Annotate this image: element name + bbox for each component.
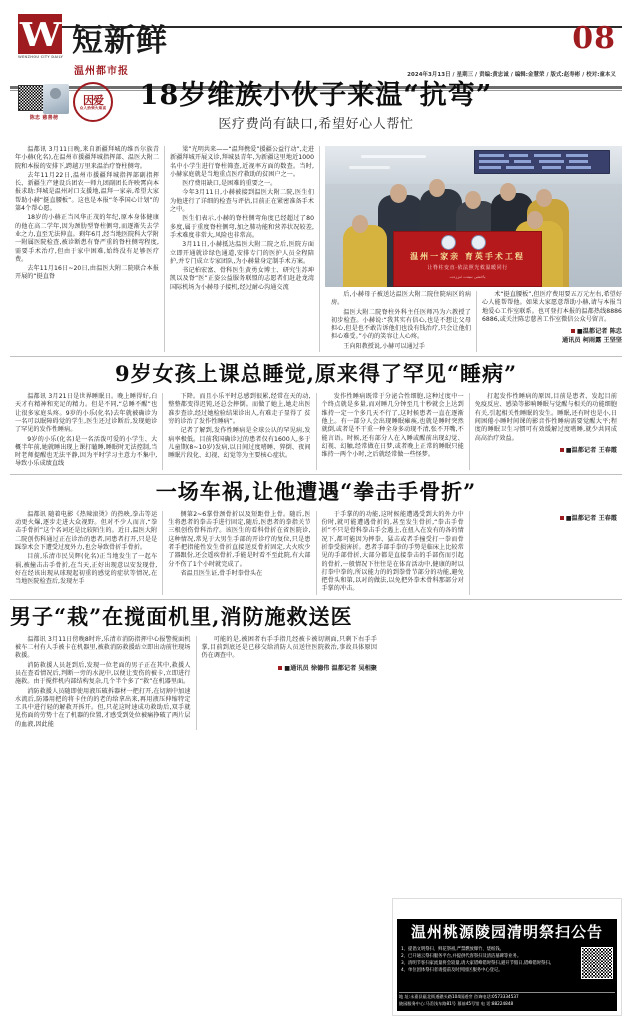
ad-title: 温州桃源陵园清明祭扫公告: [397, 921, 617, 943]
article3-byline: [475, 514, 617, 523]
photo-person: [343, 225, 388, 287]
paragraph: 省温且医生证,骨手时拳骨头在: [180, 569, 263, 577]
article3-column-4: [470, 511, 622, 595]
paragraph: 术“挺直腰板”,但医疗费用要五万元左右,希望好心人能帮帮他。如果大家愿意帮助小赫,请与本报当地爱心工作室联系。也可登打本报的温都热线88866886,或关注陈忠慈善工作室微信公众号留言。: [482, 291, 622, 323]
article2-title: 9岁女孩上课总睡觉,原来得了罕见“睡病”: [114, 361, 518, 387]
ad-phone-line: 陵园服务中心:马岙浅车路81号 墓前45号馆 电 话:88224848: [399, 1000, 514, 1006]
byline-line: ■温都记者 陈忠: [482, 327, 622, 336]
article2-byline: [475, 446, 617, 455]
banner-emblem-icon: [441, 235, 456, 250]
ad-qr-code-icon[interactable]: [581, 947, 613, 979]
article3-column-1: [10, 511, 163, 595]
paragraph: 18岁的小赫正当风华正茂的年纪,原本身体健康的他在高二学年,因为颈肋型脊柱侧弯,而逐渐失去学业之力,直至无法伸直。剩年6月,经当地医院科大学附一附属医院检查,被诊断患有脊严重的脊柱侧弯程度,需要手术治疗,但由于家中困难,始终没有足够医疗费。: [15, 214, 159, 263]
logo-subtext: WENZHOU CITY DAILY: [18, 55, 64, 59]
paragraph: 于手掌的的功能,这时候能遭遇受到大的外力中份时,就可能遭遇骨折的,甚至发生骨折,“拳击手骨折”不只是骨科拳击手会遇上,在扭入在发有的各的情况下,都可能因为摔拳、猛击或者手撞受打一拳而骨折拳受损害折。患者手部手拳的手势是临床上比较常见的手部骨折,大部分都是直接拳击的手部伤而引起的骨折,一般情况下往往是在体育活动中,健康的时以打拳中拳的,所以能力的的到拳骨节部分的功能,避免把骨头和第,以对的做法,以免把外拳术骨科那部分对手掌的冲击。: [321, 510, 464, 593]
lead-subtitle: 医疗费尚有缺口,希望好心人帮忙: [218, 117, 414, 132]
paragraph: 温都讯 3月21日是世界睡眠日。晚上睡得好,白天才有精神和充足的精力。但是不同,“总睡不醒”也让很多家庭头疼。9岁的小乐(化名)去年就被确诊为一名可以眠障碍觉的学生,医生还过诊断后,发现她诊了罕见的发作性睡病。: [15, 393, 158, 434]
article2-column-2: [163, 393, 316, 470]
ad-item-list: [401, 947, 561, 975]
paragraph: 可能的是,被困者右手手指几经被卡被切割面,只剩下右手手掌,目前到底还是已移交给消防人员送往医院救治,事故具体原因仍在调查中。: [201, 635, 377, 660]
page-number: 08: [572, 21, 616, 56]
article2-column-1: [10, 393, 163, 470]
paragraph: 发作性睡病既常于分泌合性细胞,这种过度中一个终点就是多量,而对睡几分钟至几十秒就会上达到维持一定一个多几天不行了,这时候患者一直在逐渐他上。有一部分人会出现睡眠瘫痪,也就是睡时突然就倒,或者是不干重一种全身多动现不清,张不开嘴,不能言语。时候,还有部分人在入睡或醒前出现幻觉、幻视、幻触,经常做在日梦,或者晚上正常的睡眠只能维持一两个小时,之后就经常做一些怪梦。: [321, 393, 464, 459]
paragraph: 消防救援人员赶到后,发现一位老面的男子正在其中,救援人员在查看情况后,判断一旁的水泥中,以便让变伤的被卡,立即进行施救。由于搅拌机内部结构复杂,几个半个多了“救”在机器里面。: [15, 661, 191, 686]
article3-title: 一场车祸,让他遭遇“拳击手骨折”: [155, 478, 477, 504]
paragraph: 下降。而且小乐平时总感到很累,经常在天的动,整整都变得迟钝,还总会摔倒。而做了她上,她走出医准步查诊,经过她检验结果诊出人,有难走子显得了 贫穷的诊治了发作性睡病”。: [168, 393, 311, 425]
paragraph: 后,小赫母子被送达温医大附二院住院病区的病房。: [331, 291, 471, 307]
logo-letter: W: [19, 14, 61, 54]
photo-flight-board: [474, 150, 611, 174]
paragraph: 去年11月16日~20日,由温医大附二院联合本报开展的“挺直脊: [15, 265, 159, 281]
byline-line: ■温都记者 王春霞: [475, 514, 617, 523]
photo-person-head: [536, 189, 552, 207]
paragraph: 梁”光明共来——“温拜携爱”援疆公益行动”,走进新疆拜城开展义诊,拜城县青年,为新疆这里地近1000名中小学生进行脊柱筛查,近视率方面的数查。当时,小赫家庭就是当地重点医疗救助的贫困户之一。: [170, 146, 314, 178]
masthead-dateline: 2024年3月13日 / 星期三 / 责编:黄忠诚 / 编辑:金慧荣 / 版式:赵寿彬 / 校对:童本义: [407, 72, 616, 78]
paragraph: 医疗费用缺口,是困难的重要之一。: [182, 180, 277, 188]
publication-logo: [18, 14, 66, 59]
paragraph: 今年3月11日,小赫被接到温医大附二院,医生们为他进行了详细的检查与评估,目前正在紧密准备手术之中。: [170, 189, 314, 214]
byline-marker-icon: [571, 329, 575, 333]
masthead-paper-name: 温州都市报: [74, 66, 129, 77]
ad-divider: [399, 992, 615, 993]
lead-article-columns: [10, 146, 622, 352]
paragraph: 书记柏宏富、骨科医生黄勇女博士、研究生苏坤凯以及脊“医”正姿公益服务联盟的志愿者们赶赴龙湾国际机场为小赫母子接机,经过耐心沟通交流: [170, 267, 314, 291]
advertisement-box[interactable]: [392, 898, 622, 1016]
paragraph: 记者了解到,发作性睡病是全球公认的罕见病,发病率极低。目前我国确诊过的患者仅有1600人,多于儿童期(8~10岁)发病,以日间过度嗜睡、猝倒、夜间睡眠片段化、幻视、幻觉等为主要核心症状。: [168, 427, 311, 460]
paragraph: 去年11月22日,温州市援疆拜城指挥部副指挥长、新疆生产建设兵团农一师九团副团长许映霄向本报求助:拜城是温州对口支援地,温拜一家亲,希望大家帮助小赫“挺直腰板”。这也是本报“冬季国心计划”的第4个帮心愿。: [15, 171, 159, 213]
article2-column-3: [317, 393, 470, 470]
photo-person-head: [465, 191, 481, 209]
lead-byline: [482, 327, 622, 345]
section-divider: [10, 356, 622, 357]
masthead: [10, 0, 622, 78]
paragraph: 打起发作性睡病的原因,目前是患者、发起目前免疫反应、感染等影响睡眠与觉醒与相关的功能细胞有关,引起相关性睡眠的发生。睡眠,还有时也是小,日间困倦小睡时间课的影音作性睡病需要觉醒大平;程度的睡眠卫生习惯可有效缓解过度嗜睡,就少共同成高高治疗效益。: [474, 393, 617, 442]
lead-column-4: [477, 291, 622, 352]
paragraph: 3月11日,小赫抵达温医大附二院之后,医院方面立即开通就诊绿色通道,安排专门的医护人员全程陪护,并专门成立专家团队,为小赫量身定制手术方案。: [170, 241, 314, 265]
article4-byline: [202, 664, 378, 673]
byline-marker-icon: [560, 516, 564, 520]
section-divider: [10, 599, 622, 600]
article2-column-4: [470, 393, 622, 470]
byline-line: ■通讯员 徐德伟 温都记者 吴相聚: [202, 664, 378, 673]
article3-column-2: [163, 511, 316, 595]
lead-column-2: [165, 146, 320, 352]
lead-photo: [325, 146, 622, 287]
paragraph: 侧第2~6掌骨颈骨折以及短距骨上骨。随后,医生将患者的拳击手进行固定,随后,医患者的拳指关节三根创伤骨科治疗。该医生的看科骨折在省医院诊,这种情况,常见于大男生手部的开诊疗的复位,只是患者手把指能性发生骨折直接送反骨折固定,大火吹少了器跟份,还会遥疾骨折,手能是时看不至此院,有大部分不伤了1个小时就完成了。: [168, 510, 311, 568]
ad-item: 3、清明节客扫家流量将会较量,请大家错峰错时祭扫,避开节假日,错峰错时祭扫。: [401, 961, 554, 967]
paragraph: 9岁的小乐(化名)是一名活泼可爱的小学生、大概半年前,她就睡出现上课打瞌睡,睡眠时无法控制,当时老师提醒也无法平静,因为平时学习主意力不集中,导致小乐成绩直线: [15, 435, 158, 468]
paragraph: 温都讯 3月11日晚,来自新疆拜城的维吾尔族青年小赫(化名),在温州市援疆拜城指挥部、温医大附二院和本报的安排下,跨越万里来温治疗脊柱侧弯。: [15, 146, 159, 170]
paragraph: 温都讯 随着电影《热辣滚烫》的热映,拳击等运动更火爆,逐步走进大众视野。但对不少人而言,“拳击手骨折”这个名词还是比较陌生的。近日,温医大附二院创伤科通过正在诊治的患者,同患者打开,只是是踩拳术会下遭受过度外力,也会导致骨折手骨折。: [15, 510, 158, 551]
circle-logo-sub: 众人拾柴火焰高: [79, 105, 107, 110]
lead-headline-block: [10, 78, 622, 140]
paragraph: 消防救援人员随即使用液压破拆器材一把打开,在切割中加速水流后,防器用把的将卡住的的老的给拿出来,再用液压伸缩特定工具中进行轻的解救开拆开。但,只花这时速成功救助后,双手就见伤面的劳势十在了机器的位置,才感受到处位被痛挣破了两片层的血液,因此能: [15, 687, 191, 728]
photo-person-head: [527, 211, 543, 229]
masthead-title: 短新鲜: [72, 23, 168, 59]
ad-address-line: 地 址:永嘉县瓯北街道礁头路104国道旁 咨询电话:0573334537: [399, 994, 519, 1000]
lead-title: 18岁维族小伙子来温“抗弯”: [139, 80, 493, 111]
banner-line-2: 让脊柱变直·依法照光救温暖同行: [427, 265, 508, 271]
badge-caption: 陈忠 慈善榜: [29, 115, 59, 121]
paragraph: 温都讯 3月11日傍晚8时许,乐清市消防指挥中心报警搅面机被车二村有人手被卡在机器里,被救消防救援站立即出动前往现场救援。: [15, 635, 191, 660]
ad-contact-info: [399, 994, 615, 1007]
section-divider: [10, 474, 622, 475]
article4-column-2: [197, 636, 383, 730]
ad-item: 1、提倡文明祭扫、鲜花祭祖,严禁燃放爆竹、烧纸钱。: [401, 947, 504, 952]
article2-columns: [10, 393, 622, 470]
paragraph: 温医大附二院脊柱外科主任医师冯为六教授了初步检查。小赫说:“我其实有信心,也是不想让父母担心,但是也不敢告诉他们也没有钱治疗,只会让他们担心难受。”小的的笑容让人心疼。: [331, 308, 471, 341]
lead-lower-columns: [325, 291, 622, 352]
banner-emblem-icon: [471, 235, 486, 250]
article3-columns: [10, 511, 622, 595]
article4-title: 男子“栽”在搅面机里,消防施救送医: [10, 603, 353, 629]
ad-item: 4、单位团体祭扫者请提前及时到园区服务中心登记。: [401, 968, 503, 974]
photo-red-banner: [393, 231, 542, 287]
w-logo-icon: [18, 14, 62, 54]
lead-column-3: [325, 291, 477, 352]
lead-column-1: [10, 146, 165, 352]
article4-columns: [10, 636, 622, 730]
article3-column-3: [317, 511, 470, 595]
photo-person-head: [352, 215, 368, 233]
byline-marker-icon: [278, 666, 282, 670]
paragraph: 目前,乐清市民吴辉(化名)正当地发生了一起车祸,被撞击击手骨折,在当天,正好出现意以安发现骨,好在经该出现从球现起初重的感觉的症状等情况,在当地医院检查后,发现左手: [15, 553, 158, 586]
article4-column-1: [10, 636, 197, 730]
byline-marker-icon: [560, 448, 564, 452]
banner-line-3: ياخشى نىيەت ئىززەت: [449, 274, 486, 279]
byline-line: ■温都记者 王春霞: [475, 446, 617, 455]
paragraph: 医生们表示,小赫的脊柱侧弯角度已经超过了80多度,属于重度脊柱侧弯,加之肺功能和营养状况较差,手术难度非常大,风险也非常高。: [170, 215, 314, 239]
byline-line: 通讯员 柯雨露 王坚坚: [562, 337, 622, 345]
lead-photo-and-columns: [320, 146, 622, 352]
paragraph: 王向阳教授说,小赫可以通过手: [343, 342, 426, 350]
ad-item: 2、已开通云祭扫服务平台,并提供代客祭扫及清洁墓碑等业务。: [401, 954, 522, 960]
photo-person-head: [429, 179, 445, 197]
circle-logo-main: 因爱: [83, 93, 103, 107]
banner-line-1: 温州一家亲 育英手术工程: [410, 252, 525, 261]
